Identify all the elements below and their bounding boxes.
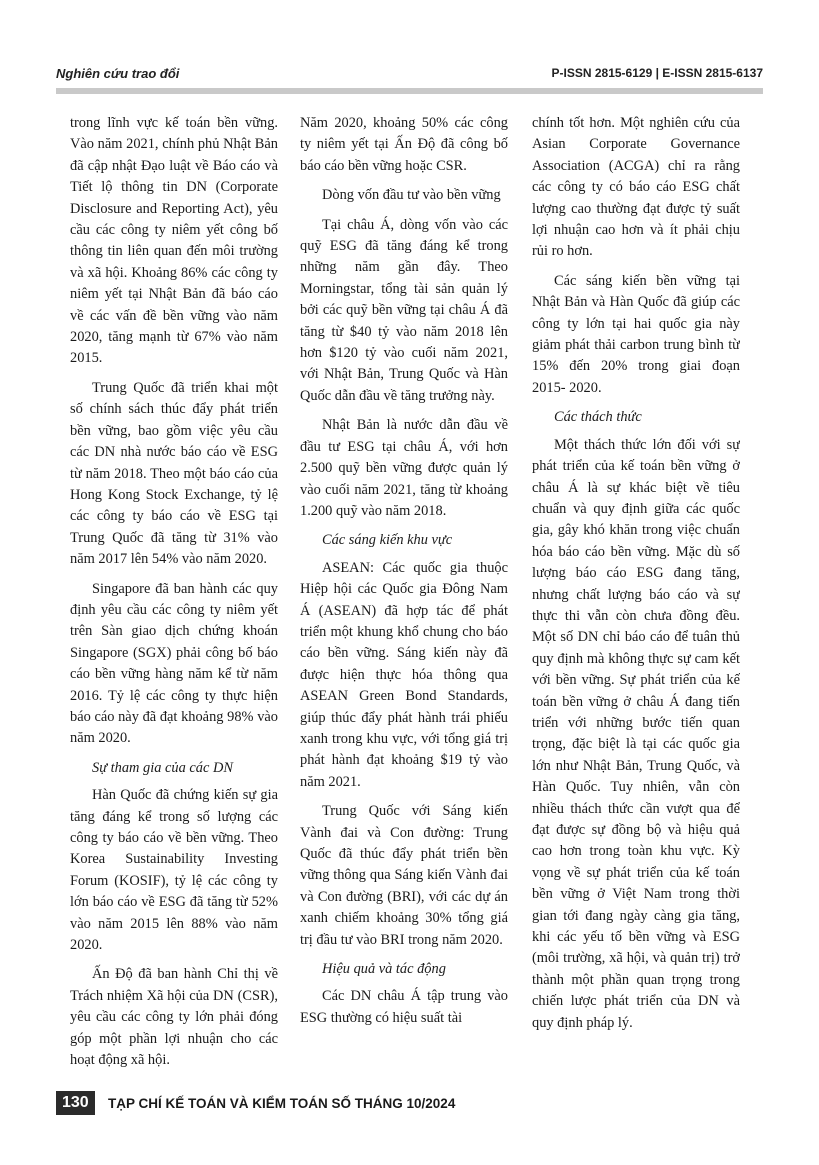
paragraph: Hàn Quốc đã chứng kiến sự gia tăng đáng kể trong số lượng các công ty báo cáo về bền vững. Theo Korea Sustainability Investing Forum (KOSIF), tỷ lệ các công ty lớn báo cáo về ESG đã tăng từ 52% vào năm 2015 lên 88% vào năm 2020. — [70, 787, 278, 954]
subheading: Sự tham gia của các DN — [92, 759, 233, 776]
page-number: 130 — [56, 1091, 95, 1115]
subheading: Các thách thức — [554, 409, 642, 426]
paragraph: Nhật Bản là nước dẫn đầu về đầu tư ESG tại châu Á, với hơn 2.500 quỹ bền vững được quản lý vào cuối năm 2021, tăng từ khoảng 1.200 quỹ vào năm 2018. — [300, 417, 508, 519]
paragraph: Một thách thức lớn đối với sự phát triển của kế toán bền vững ở châu Á là sự khác biệt về tiêu chuẩn và quy định giữa các quốc gia, gây khó khăn trong việc chuẩn hóa báo cáo bền vững. Mặc dù số lượng báo cáo ESG đang tăng, nhưng chất lượng báo cáo và sự thực thi vẫn còn chưa đồng đều. Một số DN chỉ báo cáo để tuân thủ quy định mà không thực sự cam kết với bền vững. Sự phát triển của kế toán bền vững ở châu Á đang tiến triển với những bước tiến quan trọng, đặc biệt là tại các quốc gia lớn như Nhật Bản, Trung Quốc, và Hàn Quốc. Tuy nhiên, vẫn còn nhiều thách thức cần vượt qua để đạt được sự đồng bộ và hiệu quả cao hơn trong toàn khu vực. Kỳ vọng về sự phát triển của kế toán bền vững ở Việt Nam trong thời gian tới đang ngày càng gia tăng, khi các yếu tố bền vững và ESG (môi trường, xã hội, và quản trị) trở thành một phần quan trọng trong chiến lược phát triển của DN và quy định pháp lý. — [532, 436, 740, 1031]
paragraph: Singapore đã ban hành các quy định yêu cầu các công ty niêm yết trên Sàn giao dịch chứng khoán Singapore (SGX) phải công bố báo cáo bền vững hàng năm kể từ năm 2016. Tỷ lệ các công ty thực hiện báo cáo này đã đạt khoảng 98% vào năm 2020. — [70, 580, 278, 747]
paragraph: Trung Quốc với Sáng kiến Vành đai và Con đường: Trung Quốc đã thúc đẩy phát triển bền vững thông qua Sáng kiến Vành đai và Con đường (BRI), với các dự án xanh chiếm khoảng 30% tổng giá trị đầu tư vào BRI trong năm 2020. — [300, 803, 508, 948]
subheading: Hiệu quả và tác động — [322, 961, 446, 978]
paragraph: Ấn Độ đã ban hành Chỉ thị về Trách nhiệm Xã hội của DN (CSR), yêu cầu các công ty lớn phải đóng góp một phần lợi nhuận cho các hoạt động xã hội. — [70, 966, 278, 1069]
paragraph: Tại châu Á, dòng vốn vào các quỹ ESG đã tăng đáng kể trong những năm gần đây. Theo Morningstar, tổng tài sản quản lý bởi các quỹ bền vững tại châu Á đã tăng từ $40 tỷ vào năm 2018 lên hơn $120 tỷ vào cuối năm 2021, với Nhật Bản, Trung Quốc và Hàn Quốc dẫn đầu về tăng trưởng này. — [300, 216, 508, 404]
running-header — [56, 58, 763, 96]
paragraph: Năm 2020, khoảng 50% các công ty niêm yết tại Ấn Độ đã công bố báo cáo bền vững hoặc CSR. — [300, 115, 508, 174]
running-footer — [56, 1091, 763, 1117]
paragraph: trong lĩnh vực kế toán bền vững. Vào năm 2021, chính phủ Nhật Bản đã cập nhật Đạo luật về Báo cáo và Tiết lộ thông tin DN (Corporate Disclosure and Reporting Act), yêu cầu các công ty niêm yết công bố thông tin liên quan đến môi trường và xã hội. Khoảng 86% các công ty niêm yết tại Nhật Bản đã báo cáo về các vấn đề bền vững vào năm 2020, tăng mạnh từ 67% vào năm 2015. — [70, 115, 278, 367]
subheading: Các sáng kiến khu vực — [322, 532, 453, 549]
paragraph: chính tốt hơn. Một nghiên cứu của Asian Corporate Governance Association (ACGA) chỉ ra rằng các công ty có báo cáo ESG chất lượng cao thường đạt được tỷ suất lợi nhuận cao hơn và ít phải chịu rủi ro hơn. — [532, 115, 740, 260]
section-label: Nghiên cứu trao đổi — [56, 66, 180, 81]
paragraph: Dòng vốn đầu tư vào bền vững — [322, 187, 501, 204]
journal-title: TẠP CHÍ KẾ TOÁN VÀ KIỂM TOÁN SỐ THÁNG 10/2024 — [108, 1096, 456, 1111]
paragraph: Các DN châu Á tập trung vào ESG thường có hiệu suất tài — [300, 988, 508, 1026]
text-column-1 — [70, 113, 278, 1073]
paragraph: ASEAN: Các quốc gia thuộc Hiệp hội các Quốc gia Đông Nam Á (ASEAN) đã hợp tác để phát triển một khung khổ chung cho báo cáo bền vững. Sáng kiến này đã được hiện thực hóa thông qua ASEAN Green Bond Standards, giúp thúc đẩy phát hành trái phiếu xanh trong khu vực, với tổng giá trị phát hành đạt khoảng $19 tỷ vào năm 2021. — [300, 559, 508, 790]
paragraph: Trung Quốc đã triển khai một số chính sách thúc đẩy phát triển bền vững, bao gồm việc yêu cầu các DN nhà nước báo cáo về ESG từ năm 2018. Theo một báo cáo của Hong Kong Stock Exchange, tỷ lệ các công ty báo cáo về ESG tại Trung Quốc đã tăng từ 31% vào năm 2017 lên 54% vào năm 2020. — [70, 379, 278, 568]
text-column-2 — [300, 113, 508, 1073]
text-column-3 — [532, 113, 740, 1073]
issn-label: P-ISSN 2815-6129 | E-ISSN 2815-6137 — [551, 66, 763, 80]
header-rule — [56, 88, 763, 94]
paragraph: Các sáng kiến bền vững tại Nhật Bản và Hàn Quốc đã giúp các công ty lớn tại hai quốc gia này giảm phát thải carbon trung bình từ 15% đến 20% trong giai đoạn 2015- 2020. — [532, 272, 740, 396]
